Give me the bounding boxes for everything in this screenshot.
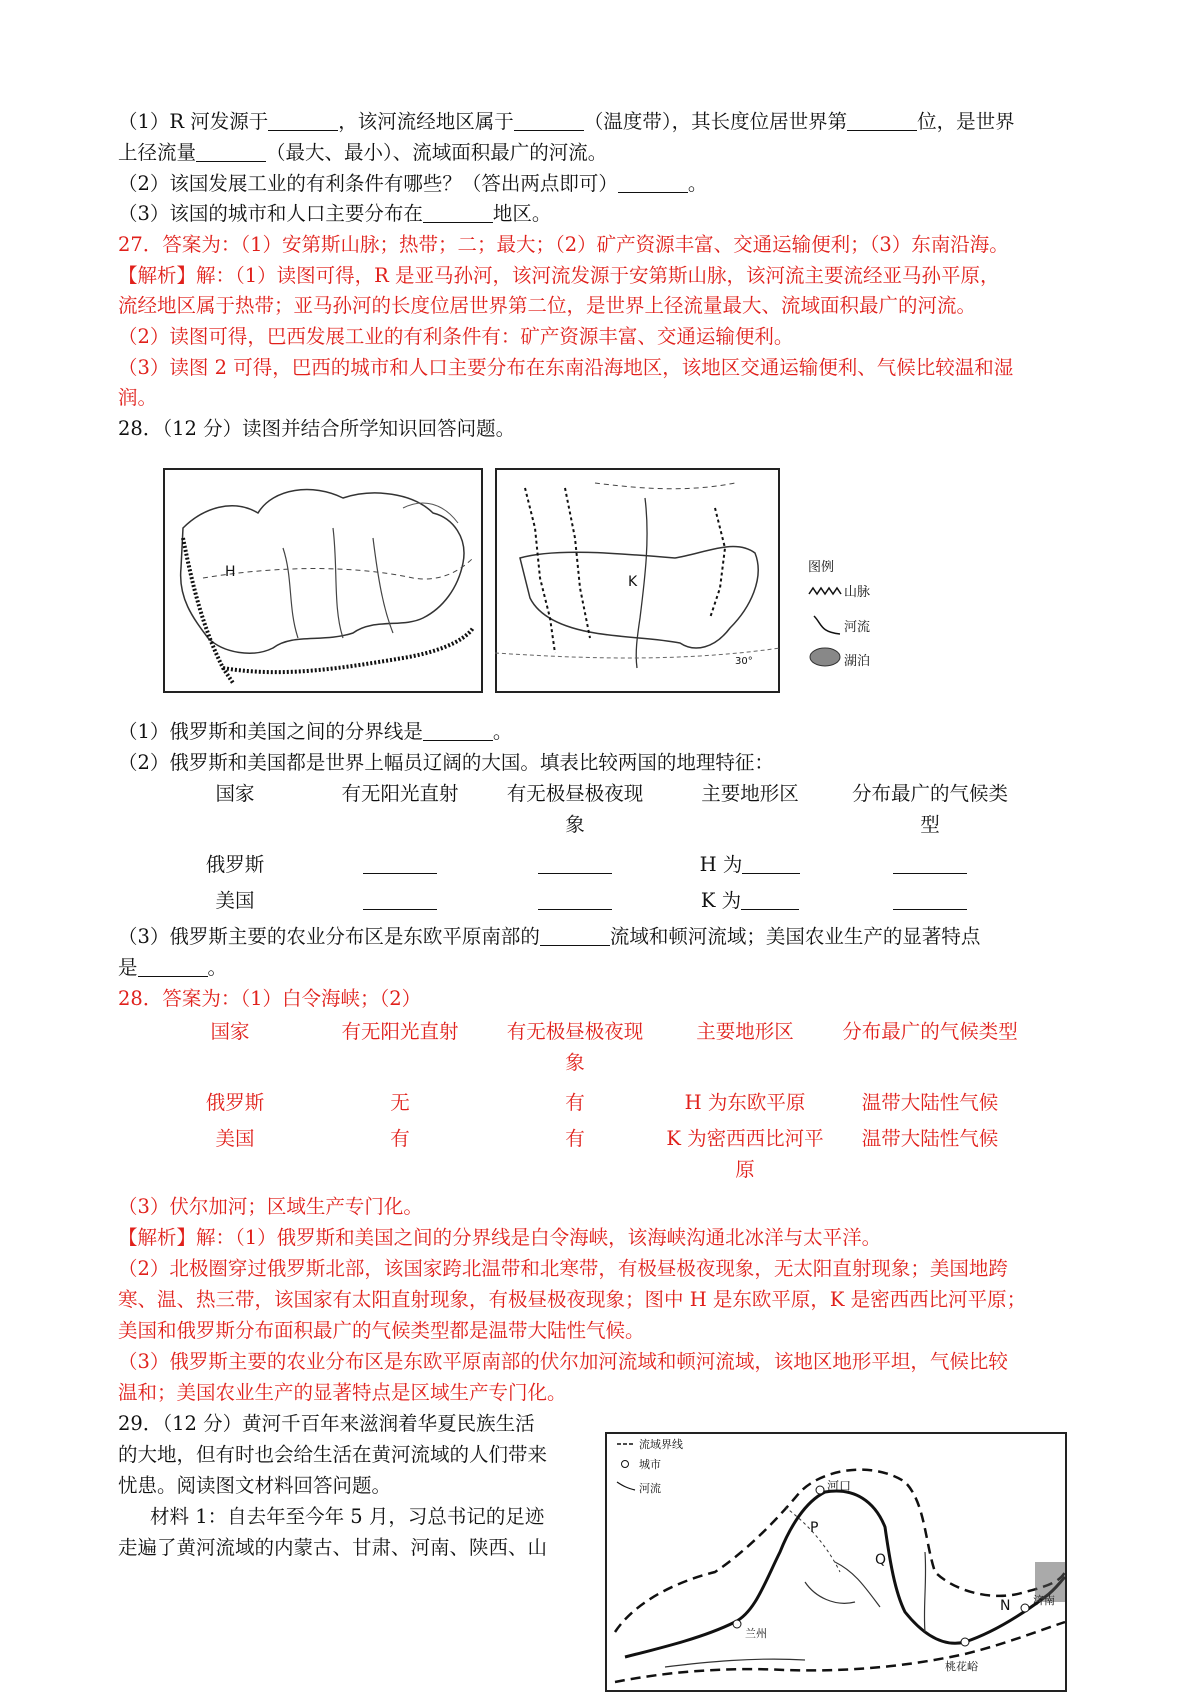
taohuayu-label: 桃花峪 <box>945 1660 978 1673</box>
lake-icon <box>808 646 842 668</box>
answer-blank[interactable] <box>514 110 584 131</box>
p-label: P <box>810 1520 819 1536</box>
legend-lake: 湖泊 <box>844 654 871 669</box>
answer-blank[interactable] <box>268 110 338 131</box>
usa-map <box>495 468 780 693</box>
q28-explanation: 美国和俄罗斯分布面积最广的气候类型都是温带大陆性气候。 <box>118 1319 645 1342</box>
answer-blank[interactable] <box>363 853 437 874</box>
q27-explanation: 润。 <box>118 386 158 409</box>
legend-title: 图例 <box>808 560 835 575</box>
answer-blank[interactable] <box>742 853 800 874</box>
q29-material: 走遍了黄河流域的内蒙古、甘肃、河南、陕西、山 <box>118 1536 548 1559</box>
legend-river: 河流 <box>844 620 871 635</box>
q28-sub1: （1）俄罗斯和美国之间的分界线是 。 <box>118 720 513 743</box>
q28-sub3-line2: 是 。 <box>118 956 228 979</box>
answer-blank[interactable] <box>540 925 610 946</box>
q27-explanation: 【解析】解：（1）读图可得，R 是亚马孙河，该河流发源于安第斯山脉，该河流主要流经亚马孙平原， <box>118 264 1000 287</box>
q27-explanation: （3）读图 2 可得，巴西的城市和人口主要分布在东南沿海地区，该地区交通运输便利、气候比较温和湿 <box>118 356 1014 379</box>
hekou-label: 河口 <box>827 1479 852 1493</box>
russia-map <box>163 468 483 693</box>
q27-sub1-line1: （1）R 河发源于 ，该河流经地区属于 （温度带），其长度位居世界第 位，是世界 <box>118 110 1015 133</box>
answer-blank[interactable] <box>538 889 612 910</box>
answer-blank[interactable] <box>847 110 917 131</box>
city-icon <box>1021 1604 1029 1612</box>
russia-region-label: H <box>225 564 236 580</box>
q28-explanation: 温和；美国农业生产的显著特点是区域生产专门化。 <box>118 1381 567 1404</box>
q29-stem: 忧患。阅读图文材料回答问题。 <box>118 1474 392 1497</box>
q29-stem: 的大地，但有时也会给生活在黄河流域的人们带来 <box>118 1443 548 1466</box>
q28-explanation: 【解析】解：（1）俄罗斯和美国之间的分界线是白令海峡，该海峡沟通北冰洋与太平洋。 <box>118 1226 882 1249</box>
answer-blank[interactable] <box>138 956 208 977</box>
q28-sub2: （2）俄罗斯和美国都是世界上幅员辽阔的大国。填表比较两国的地理特征： <box>118 751 774 774</box>
q28-explanation: 寒、温、热三带，该国家有太阳直射现象，有极昼极夜现象；图中 H 是东欧平原，K 是密西西比河平原； <box>118 1288 1027 1311</box>
river-icon <box>812 614 842 636</box>
q28-sub3-line1: （3）俄罗斯主要的农业分布区是东欧平原南部的 流域和顿河流域；美国农业生产的显著特点 <box>118 925 981 948</box>
q-label: Q <box>875 1552 887 1568</box>
usa-region-label: K <box>628 574 638 590</box>
legend-city-label: 城市 <box>639 1458 661 1471</box>
answer-blank[interactable] <box>741 889 799 910</box>
jinan-label: 济南 <box>1033 1594 1055 1607</box>
q28-answer-head: 28．答案为：（1）白令海峡；（2） <box>118 987 422 1010</box>
q27-sub1-line2: 上径流量 （最大、最小）、流域面积最广的河流。 <box>118 141 608 164</box>
city-icon <box>961 1638 969 1646</box>
city-icon <box>816 1486 824 1494</box>
q29-stem: 29．（12 分）黄河千百年来滋润着华夏民族生活 <box>118 1412 535 1435</box>
q28-explanation: （3）俄罗斯主要的农业分布区是东欧平原南部的伏尔加河流域和顿河流域，该地区地形平坦，气候比较 <box>118 1350 1008 1373</box>
n-label: N <box>1000 1598 1011 1614</box>
q27-sub2: （2）该国发展工业的有利条件有哪些？（答出两点即可） 。 <box>118 172 708 195</box>
q28-explanation: （2）北极圈穿过俄罗斯北部，该国家跨北温带和北寒带，有极昼极夜现象，无太阳直射现象；美国地跨 <box>118 1257 1008 1280</box>
mountain-icon <box>808 586 842 596</box>
answer-blank[interactable] <box>196 141 266 162</box>
q28-stem: 28．（12 分）读图并结合所学知识回答问题。 <box>118 417 516 440</box>
answer-blank[interactable] <box>893 889 967 910</box>
q27-sub3: （3）该国的城市和人口主要分布在 地区。 <box>118 202 552 225</box>
lanzhou-label: 兰州 <box>745 1627 767 1640</box>
q28-answer-3: （3）伏尔加河；区域生产专门化。 <box>118 1195 423 1218</box>
city-icon <box>733 1620 741 1628</box>
answer-blank[interactable] <box>423 720 493 741</box>
q29-material: 材料 1：自去年至今年 5 月，习总书记的足迹 <box>150 1505 545 1528</box>
answer-blank[interactable] <box>538 853 612 874</box>
answer-blank[interactable] <box>423 202 493 223</box>
answer-blank[interactable] <box>618 172 688 193</box>
latitude-label: 30° <box>735 656 753 667</box>
q27-explanation: 流经地区属于热带；亚马孙河的长度位居世界第二位，是世界上径流量最大、流域面积最广的河流。 <box>118 294 977 317</box>
map-legend <box>808 556 888 686</box>
q27-answer: 27．答案为：（1）安第斯山脉；热带；二；最大；（2）矿产资源丰富、交通运输便利；（3）东南沿海。 <box>118 233 1009 256</box>
legend-mountain: 山脉 <box>844 585 871 600</box>
legend-boundary-label: 流域界线 <box>639 1438 683 1451</box>
legend-river-label: 河流 <box>639 1482 661 1495</box>
answer-blank[interactable] <box>363 889 437 910</box>
yellow-river-map <box>605 1432 1067 1692</box>
q27-explanation: （2）读图可得，巴西发展工业的有利条件有：矿产资源丰富、交通运输便利。 <box>118 325 794 348</box>
answer-blank[interactable] <box>893 853 967 874</box>
